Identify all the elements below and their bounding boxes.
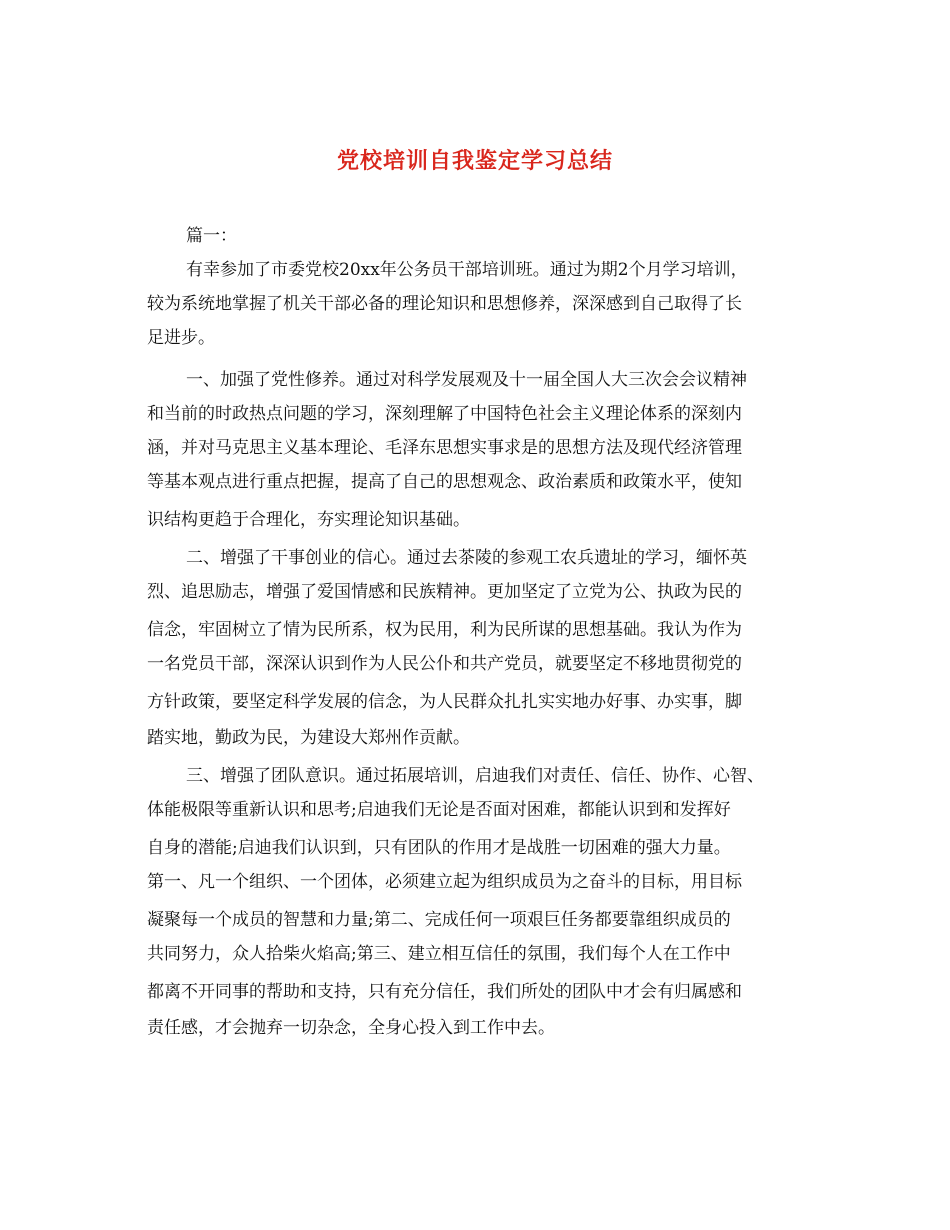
- text-line: 篇一：: [186, 226, 237, 246]
- text-line: 踏实地，勤政为民，为建设大郑州作贡献。: [147, 728, 470, 748]
- text-line: 共同努力，众人拾柴火焰高;第三、建立相互信任的氛围，我们每个人在工作中: [147, 944, 731, 964]
- text-line: 信念，牢固树立了情为民所系，权为民用，利为民所谋的思想基础。我认为作为: [147, 620, 742, 640]
- text-line: 有幸参加了市委党校20xx年公务员干部培训班。通过为期2个月学习培训，: [186, 260, 748, 280]
- text-line: 方针政策，要坚定科学发展的信念，为人民群众扎扎实实地办好事、办实事，脚: [147, 692, 742, 712]
- text-line: 足进步。: [147, 328, 215, 348]
- text-line: 体能极限等重新认识和思考;启迪我们无论是否面对困难，都能认识到和发挥好: [147, 800, 731, 820]
- text-line: 第一、凡一个组织、一个团体，必须建立起为组织成员为之奋斗的目标，用目标: [147, 872, 742, 892]
- text-line: 和当前的时政热点问题的学习，深刻理解了中国特色社会主义理论体系的深刻内: [147, 404, 742, 424]
- document-title: 党校培训自我鉴定学习总结: [336, 148, 613, 174]
- text-line: 识结构更趋于合理化，夯实理论知识基础。: [147, 510, 470, 530]
- text-line: 烈、追思励志，增强了爱国情感和民族精神。更加坚定了立党为公、执政为民的: [147, 582, 742, 602]
- text-line: 责任感，才会抛弃一切杂念，全身心投入到工作中去。: [147, 1018, 555, 1038]
- text-line: 二、增强了干事创业的信心。通过去茶陵的参观工农兵遗址的学习，缅怀英: [186, 548, 747, 568]
- text-line: 三、增强了团队意识。通过拓展培训，启迪我们对责任、信任、协作、心智、: [186, 766, 764, 786]
- text-line: 涵，并对马克思主义基本理论、毛泽东思想实事求是的思想方法及现代经济管理: [147, 438, 742, 458]
- text-line: 一名党员干部，深深认识到作为人民公仆和共产党员，就要坚定不移地贯彻党的: [147, 654, 742, 674]
- text-line: 较为系统地掌握了机关干部必备的理论知识和思想修养，深深感到自己取得了长: [147, 294, 742, 314]
- text-line: 都离不开同事的帮助和支持，只有充分信任，我们所处的团队中才会有归属感和: [147, 982, 742, 1002]
- text-line: 等基本观点进行重点把握，提高了自己的思想观念、政治素质和政策水平，使知: [147, 472, 742, 492]
- text-line: 一、加强了党性修养。通过对科学发展观及十一届全国人大三次会会议精神: [186, 370, 747, 390]
- text-line: 自身的潜能;启迪我们认识到，只有团队的作用才是战胜一切困难的强大力量。: [147, 838, 731, 858]
- text-line: 凝聚每一个成员的智慧和力量;第二、完成任何一项艰巨任务都要靠组织成员的: [147, 910, 731, 930]
